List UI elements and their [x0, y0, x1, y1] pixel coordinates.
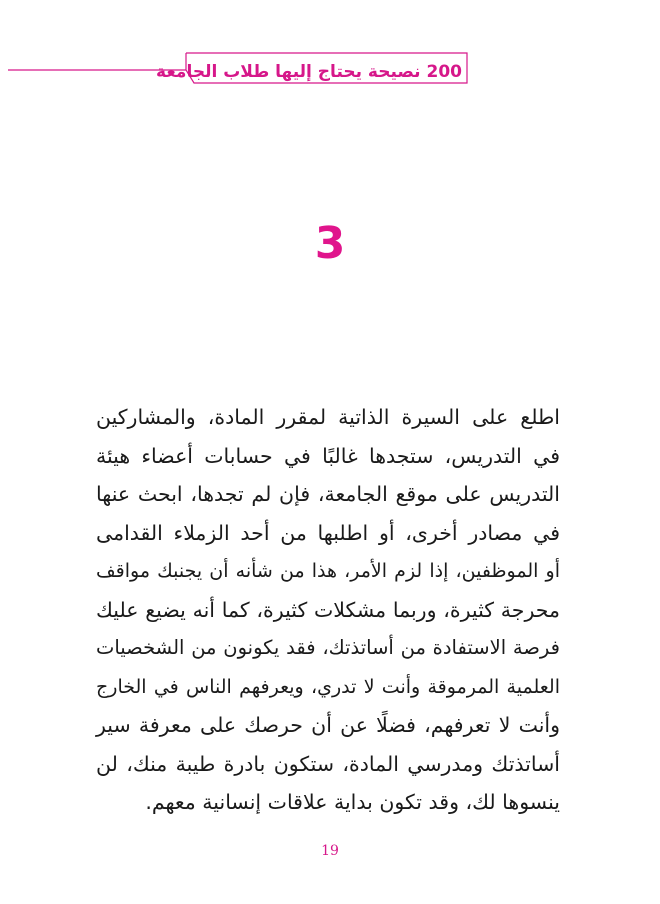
body-line-11: ينسوها لك، وقد تكون بداية علاقات إنسانية معهم. [145, 790, 560, 814]
page-number: 19 [321, 843, 339, 859]
chapter-number: 3 [314, 218, 346, 269]
body-line-8: العلمية المرموقة وأنت لا تدري، ويعرفهم الناس في الخارج [96, 675, 560, 698]
book-title: 200 نصيحة يحتاج إليها طلاب الجامعة [156, 62, 462, 82]
body-line-5: أو الموظفين، إذا لزم الأمر، هذا من شأنه أن يجنبك مواقف [96, 560, 560, 582]
body-line-3: التدريس على موقع الجامعة، فإن لم تجدها، ابحث عنها [96, 482, 560, 506]
body-line-4: في مصادر أخرى، أو اطلبها من أحد الزملاء القدامى [96, 520, 560, 545]
running-header [0, 50, 660, 90]
body-line-10: أساتذتك ومدرسي المادة، ستكون بادرة طيبة منك، لن [96, 751, 560, 776]
body-line-6: محرجة كثيرة، وربما مشكلات كثيرة، كما أنه يضيع عليك [96, 597, 560, 622]
body-line-7: فرصة الاستفادة من أساتذتك، فقد يكونون من الشخصيات [96, 636, 560, 659]
body-line-9: وأنت لا تعرفهم، فضلًا عن أن حرصك على معرفة سير [96, 713, 560, 737]
body-paragraph [96, 398, 560, 822]
body-line-1: اطلع على السيرة الذاتية لمقرر المادة، والمشاركين [96, 405, 560, 429]
body-line-2: في التدريس، ستجدها غالبًا في حسابات أعضاء هيئة [96, 443, 560, 468]
